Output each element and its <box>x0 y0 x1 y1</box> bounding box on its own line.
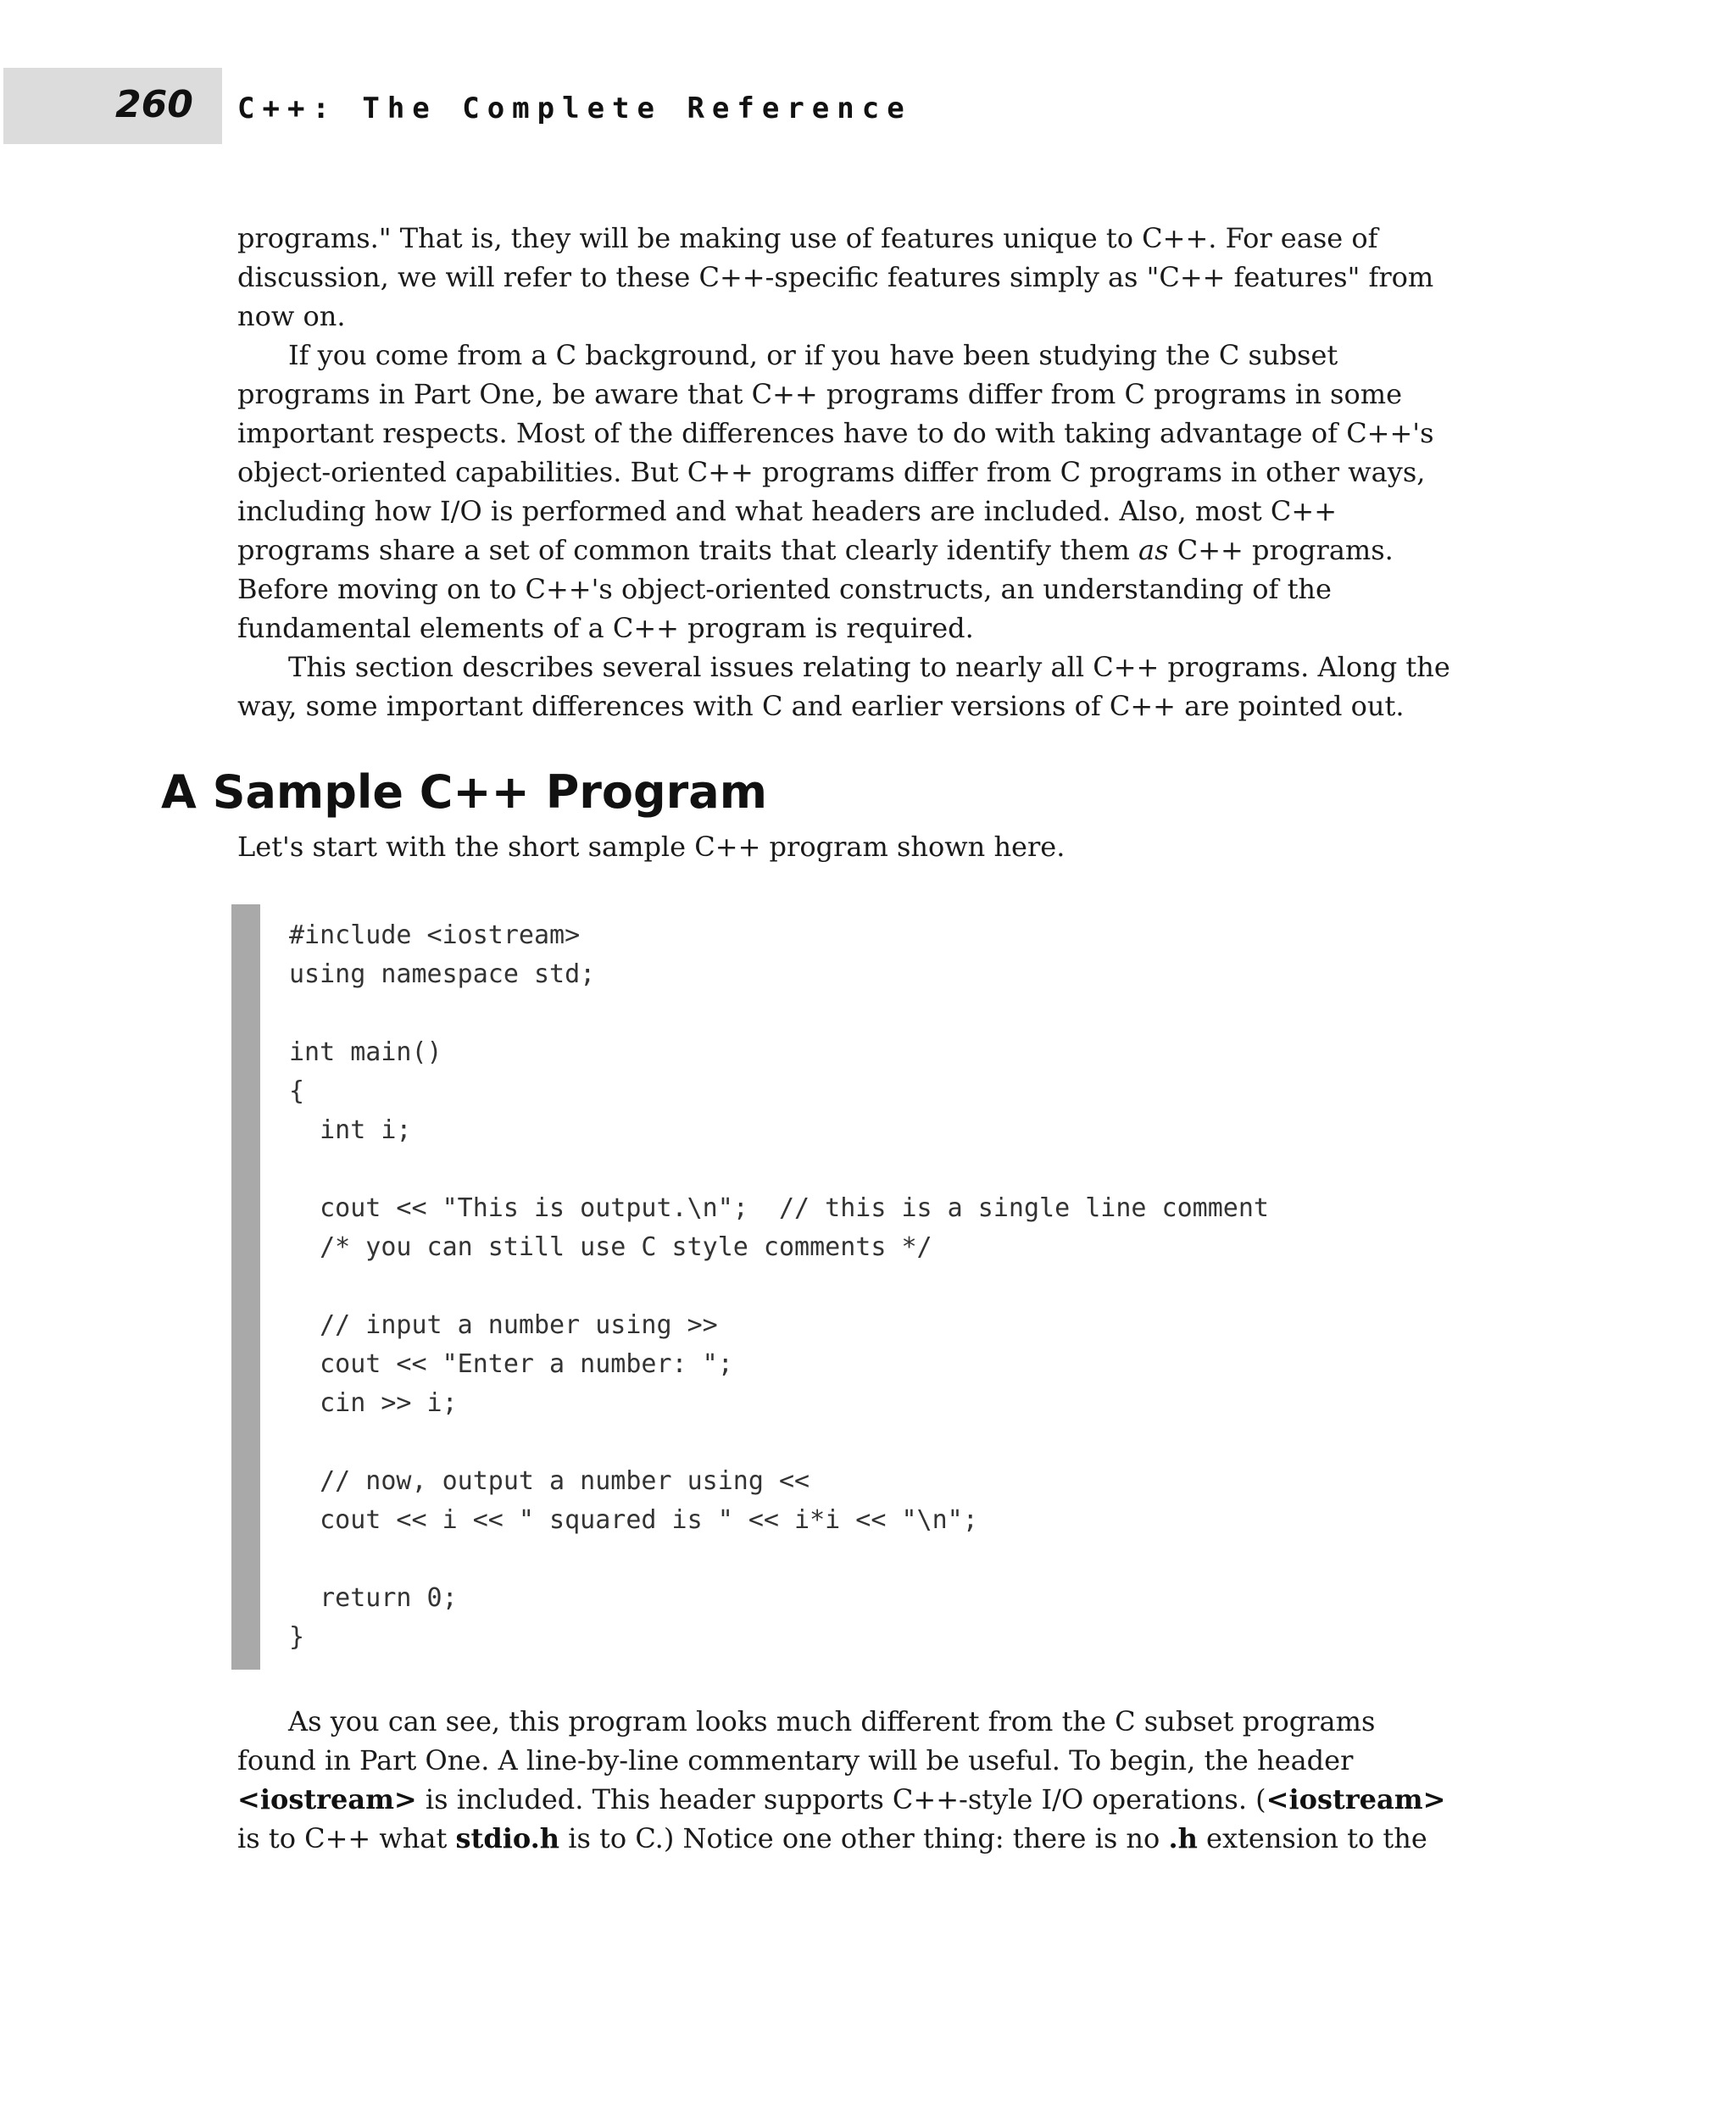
running-head: C++: The Complete Reference <box>237 92 912 125</box>
bold-term: <iostream> <box>1266 1783 1446 1815</box>
text-line <box>237 648 1483 687</box>
text-run: is to C.) Notice one other thing: there is no <box>559 1822 1169 1854</box>
text-run: This section describes several issues relating to nearly all C++ programs. Along the <box>288 651 1450 683</box>
code-line: cin >> i; <box>289 1388 458 1418</box>
text-line <box>237 492 1483 531</box>
text-run: Before moving on to C++'s object-oriented constructs, an understanding of the <box>237 573 1332 605</box>
code-line: cout << i << " squared is " << i*i << "\n"; <box>289 1505 978 1535</box>
text-line <box>237 1819 1483 1858</box>
code-line: using namespace std; <box>289 959 596 989</box>
bold-term: stdio.h <box>455 1822 560 1854</box>
text-run: way, some important differences with C and earlier versions of C++ are pointed out. <box>237 690 1405 722</box>
text-line <box>237 1741 1483 1780</box>
code-line: /* you can still use C style comments */ <box>289 1232 932 1262</box>
code-line <box>289 1540 1269 1579</box>
text-run: C++ programs. <box>1168 534 1394 566</box>
text-run: including how I/O is performed and what headers are included. Also, most C++ <box>237 495 1338 527</box>
text-run: programs in Part One, be aware that C++ programs differ from C programs in some <box>237 378 1402 410</box>
text-run: If you come from a C background, or if you have been studying the C subset <box>288 339 1338 371</box>
code-line: // now, output a number using << <box>289 1466 810 1496</box>
text-run: is included. This header supports C++-style I/O operations. ( <box>416 1783 1266 1815</box>
text-line <box>237 531 1483 570</box>
text-run: object-oriented capabilities. But C++ programs differ from C programs in other ways, <box>237 456 1426 488</box>
code-line: return 0; <box>289 1583 458 1613</box>
text-run: programs." That is, they will be making use of features unique to C++. For ease of <box>237 222 1378 254</box>
text-run: extension to the <box>1197 1822 1427 1854</box>
code-line: { <box>289 1076 305 1106</box>
text-line <box>237 570 1483 609</box>
text-run: As you can see, this program looks much different from the C subset programs <box>288 1705 1376 1737</box>
section-lead-in: Let's start with the short sample C++ program shown here. <box>237 831 1066 863</box>
page-number: 260 <box>115 83 193 126</box>
code-line: int i; <box>289 1115 412 1145</box>
text-line <box>237 258 1483 297</box>
code-line: #include <iostream> <box>289 920 581 950</box>
italic-term: as <box>1138 534 1169 566</box>
text-run: is to C++ what <box>237 1822 456 1854</box>
text-line <box>237 1780 1483 1819</box>
code-line: int main() <box>289 1037 442 1067</box>
text-line <box>237 219 1483 258</box>
code-line <box>289 1150 1269 1189</box>
text-line <box>237 687 1483 725</box>
code-line: cout << "Enter a number: "; <box>289 1349 733 1379</box>
code-line <box>289 1267 1269 1306</box>
commentary-paragraphs <box>237 1702 1483 1858</box>
text-line <box>237 336 1483 375</box>
text-run: programs share a set of common traits that clearly identify them <box>237 534 1139 566</box>
code-sidebar-bar <box>231 904 260 1670</box>
text-line <box>237 375 1483 414</box>
text-line <box>237 609 1483 648</box>
bold-term: .h <box>1168 1822 1198 1854</box>
bold-term: <iostream> <box>237 1783 417 1815</box>
section-heading: A Sample C++ Program <box>161 765 767 819</box>
code-line: cout << "This is output.\n"; // this is a single line comment <box>289 1193 1269 1223</box>
text-line <box>237 297 1483 336</box>
code-line: } <box>289 1622 305 1652</box>
text-run: found in Part One. A line-by-line commentary will be useful. To begin, the header <box>237 1744 1354 1776</box>
text-line <box>237 453 1483 492</box>
code-line: // input a number using >> <box>289 1310 718 1340</box>
text-line <box>237 414 1483 453</box>
text-run: discussion, we will refer to these C++-specific features simply as "C++ features" from <box>237 261 1434 293</box>
code-line <box>289 1423 1269 1462</box>
text-run: fundamental elements of a C++ program is required. <box>237 612 974 644</box>
code-line <box>289 994 1269 1033</box>
text-line <box>237 1702 1483 1741</box>
text-run: now on. <box>237 300 346 332</box>
intro-paragraphs <box>237 219 1483 725</box>
code-listing <box>289 916 1269 1657</box>
text-run: important respects. Most of the differences have to do with taking advantage of C++'s <box>237 417 1434 449</box>
